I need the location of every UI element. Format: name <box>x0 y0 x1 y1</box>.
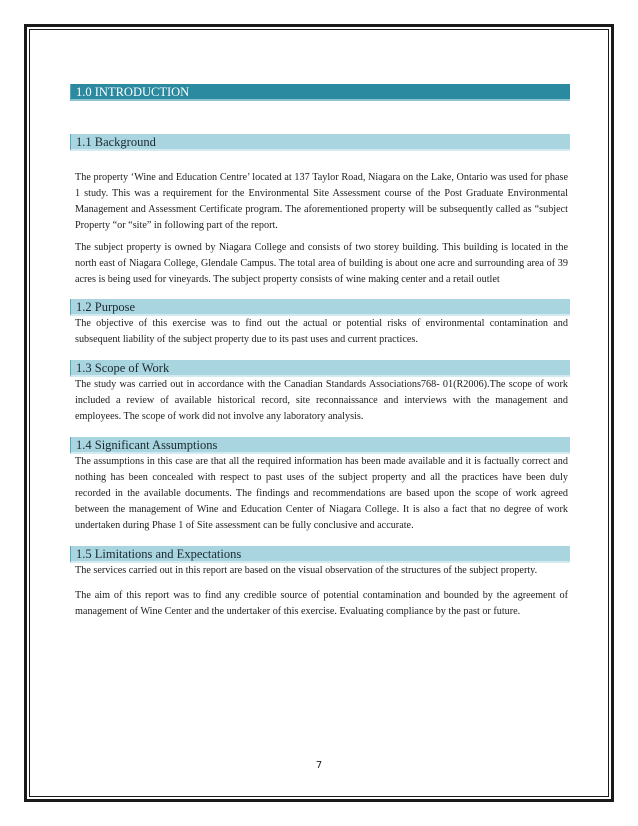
section-heading-limitations: 1.5 Limitations and Expectations <box>70 546 570 563</box>
purpose-paragraph: The objective of this exercise was to find out the actual or potential risks of environmental contamination and subsequent liability of the subject property due to its past uses and current practices. <box>75 318 568 345</box>
background-paragraph-2: The subject property is owned by Niagara College and consists of two storey building. This building is located in the north east of Niagara College, Glendale Campus. The total area of building is about one acre and surrounding area of 39 acres is being used for vineyards. The subject property consists of wine making center and a retail outlet <box>75 242 568 285</box>
section-heading-background: 1.1 Background <box>70 134 570 151</box>
limitations-paragraph-1: The services carried out in this report are based on the visual observation of the structures of the subject property. <box>75 565 538 576</box>
limitations-paragraph-2: The aim of this report was to find any credible source of potential contamination and bounded by the agreement of management of Wine Center and the undertaker of this exercise. Evaluating compliance by the past or future. <box>75 590 568 617</box>
section-heading-introduction: 1.0 INTRODUCTION <box>70 84 570 101</box>
section-heading-assumptions: 1.4 Significant Assumptions <box>70 437 570 454</box>
scope-paragraph: The study was carried out in accordance with the Canadian Standards Associations768- 01(R2006).The scope of work included a review of available historical record, site reconnaissance and interviews with the management and employees. The scope of work did not involve any laboratory analysis. <box>75 379 568 422</box>
section-heading-scope: 1.3 Scope of Work <box>70 360 570 377</box>
document-body <box>70 84 570 620</box>
assumptions-paragraph: The assumptions in this case are that all the required information has been made available and it is factually correct and nothing has been concealed with respect to past uses of the subject property and all the practices have been duly recorded in the available documents. The findings and recommendations are based upon the scope of work agreed between the management of Wine and Education Center of Niagara College. It is also a fact that no degree of work undertaken during Phase 1 of Site assessment can be fully conclusive and accurate. <box>75 456 568 531</box>
page-number: 7 <box>315 760 323 771</box>
section-heading-purpose: 1.2 Purpose <box>70 299 570 316</box>
background-paragraph-1: The property ‘Wine and Education Centre’ located at 137 Taylor Road, Niagara on the Lake, Ontario was used for phase 1 study. This was a requirement for the Environmental Site Assessment course of the Post Graduate Environmental Management and Assessment Certificate program. The aforementioned property will be subsequently called as “subject Property “or “site” in following part of the report. <box>75 172 568 231</box>
